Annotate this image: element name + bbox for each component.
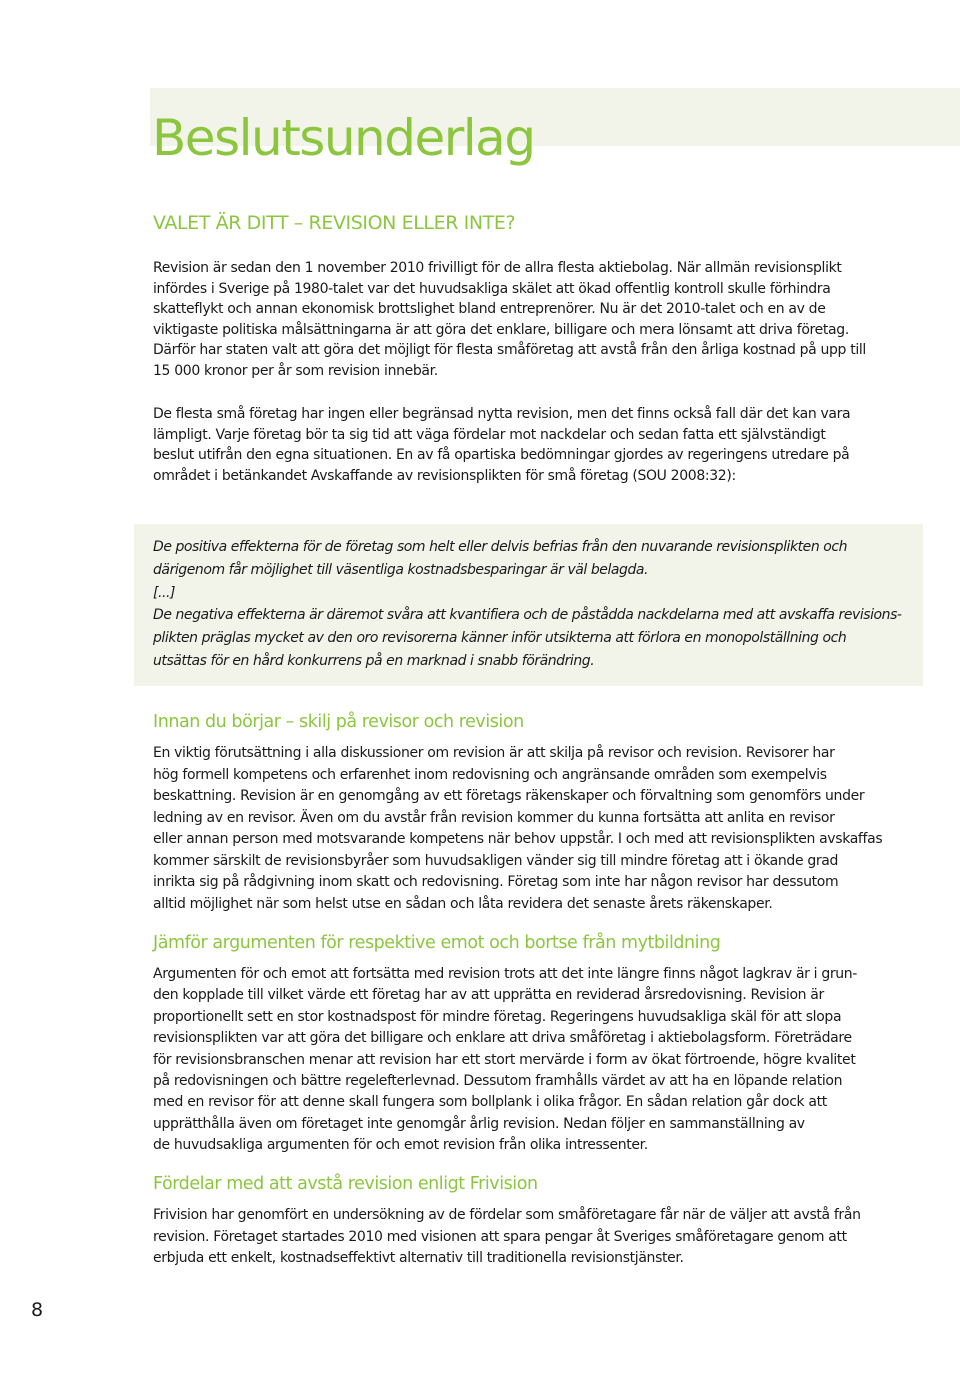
text-line: revisionsplikten var att göra det billigare och enklare att driva småföretag i aktiebolagsform. Företrädare [153,1030,852,1047]
page-title: Beslutsunderlag [152,109,535,167]
text-line: beskattning. Revision är en genomgång av ett företags räkenskaper och förvaltning som genomförs under [153,788,865,804]
text-line: Revision är sedan den 1 november 2010 frivilligt för de allra flesta aktiebolag. När allmän revisionsplikt [153,260,842,276]
quote-line: utsättas för en hård konkurrens på en marknad i snabb förändring. [153,652,595,669]
quote-line: De negativa effekterna är däremot svåra att kvantifiera och de påstådda nackdelarna med att avskaffa revisions- [153,607,902,624]
text-line: viktigaste politiska målsättningarna är att göra det enklare, billigare och mera lönsamt att driva företag. [153,321,849,338]
section-heading-frivision: Fördelar med att avstå revision enligt Frivision [153,1174,538,1194]
quote-negative [153,604,913,672]
section-body-revisor [153,743,923,915]
quote-line: plikten präglas mycket av den oro revisorerna känner inför utsikterna att förlora en monopolställning och [153,630,847,647]
quote-ellipsis: [...] [153,584,176,601]
page-subtitle: VALET ÄR DITT – REVISION ELLER INTE? [153,212,516,234]
text-line: den kopplade till vilket värde ett företag har av att upprätta en reviderad årsredovisning. Revision är [153,987,824,1004]
second-paragraph [153,404,923,486]
text-line: erbjuda ett enkelt, kostnadseffektivt alternativ till traditionella revisionstjänster. [153,1250,684,1266]
text-line: för revisionsbranschen menar att revision har ett stort mervärde i form av ökat förtroende, högre kvalitet [153,1051,856,1068]
text-line: de huvudsakliga argumenten för och emot revision från olika intressenter. [153,1137,648,1154]
text-line: området i betänkandet Avskaffande av revisionsplikten för små företag (SOU 2008:32): [153,467,736,484]
text-line: ledning av en revisor. Även om du avstår från revision kommer du kunna fortsätta att anlita en revisor [153,809,835,826]
section-heading-revisor: Innan du börjar – skilj på revisor och revision [153,712,524,732]
quote-line: därigenom får möjlighet till väsentliga kostnadsbesparingar är väl belagda. [153,561,649,578]
text-line: på redovisningen och bättre regelefterlevnad. Dessutom framhålls värdet av att ha en löpande relation [153,1073,843,1090]
text-line: skatteflykt och annan ekonomisk brottslighet bland entreprenörer. Nu är det 2010-talet och en av de [153,301,826,318]
text-line: eller annan person med motsvarande kompetens när behov uppstår. I och med att revisionsplikten avskaffas [153,831,883,847]
text-line: alltid möjlighet när som helst utse en sådan och låta revidera det senaste årets räkenskaper. [153,895,773,912]
text-line: hög formell kompetens och erfarenhet inom redovisning och angränsande områden som exempelvis [153,766,827,783]
text-line: proportionellt sett en stor kostnadspost för mindre företag. Regeringens huvudsakliga skäl för att slopa [153,1008,842,1025]
section-body-frivision [153,1205,923,1270]
text-line: En viktig förutsättning i alla diskussioner om revision är att skilja på revisor och revision. Revisorer har [153,745,835,761]
quote-positive [153,536,913,582]
text-line: Frivision har genomfört en undersökning av de fördelar som småföretagare får när de väljer att avstå från [153,1207,861,1223]
text-line: beslut utifrån den egna situationen. En av få opartiska bedömningar gjordes av regeringens utredare på [153,447,850,464]
text-line: infördes i Sverige på 1980-talet var det huvudsakliga skälet att ökad offentlig kontroll skulle förhindra [153,280,831,297]
text-line: Därför har staten valt att göra det möjligt för flesta småföretag att avstå från den årliga kostnad på upp till [153,342,866,359]
section-body-argument [153,964,923,1157]
intro-paragraph [153,258,923,382]
text-line: Argumenten för och emot att fortsätta med revision trots att det inte längre finns något lagkrav är i grun- [153,966,858,982]
text-line: De flesta små företag har ingen eller begränsad nytta revision, men det finns också fall där det kan vara [153,406,851,422]
text-line: lämpligt. Varje företag bör ta sig tid att väga fördelar mot nackdelar och sedan fatta ett självständigt [153,426,826,443]
page-number: 8 [31,1299,44,1321]
quote-text [153,536,913,673]
text-line: med en revisor för att denne skall fungera som bollplank i olika frågor. En sådan relation går dock att [153,1094,827,1111]
text-line: inrikta sig på rådgivning inom skatt och redovisning. Företag som inte har någon revisor har dessutom [153,874,839,890]
text-line: 15 000 kronor per år som revision innebär. [153,362,438,379]
text-line: kommer särskilt de revisionsbyråer som huvudsakligen vänder sig till mindre företag att i ökande grad [153,852,839,869]
text-line: upprätthålla även om företaget inte genomgår årlig revision. Nedan följer en sammanställning av [153,1115,805,1132]
text-line: revision. Företaget startades 2010 med visionen att spara pengar åt Sveriges småföretagare genom att [153,1228,847,1245]
quote-line: De positiva effekterna för de företag som helt eller delvis befrias från den nuvarande revisionsplikten och [153,539,848,555]
section-heading-argument: Jämför argumenten för respektive emot och bortse från mytbildning [153,933,721,953]
